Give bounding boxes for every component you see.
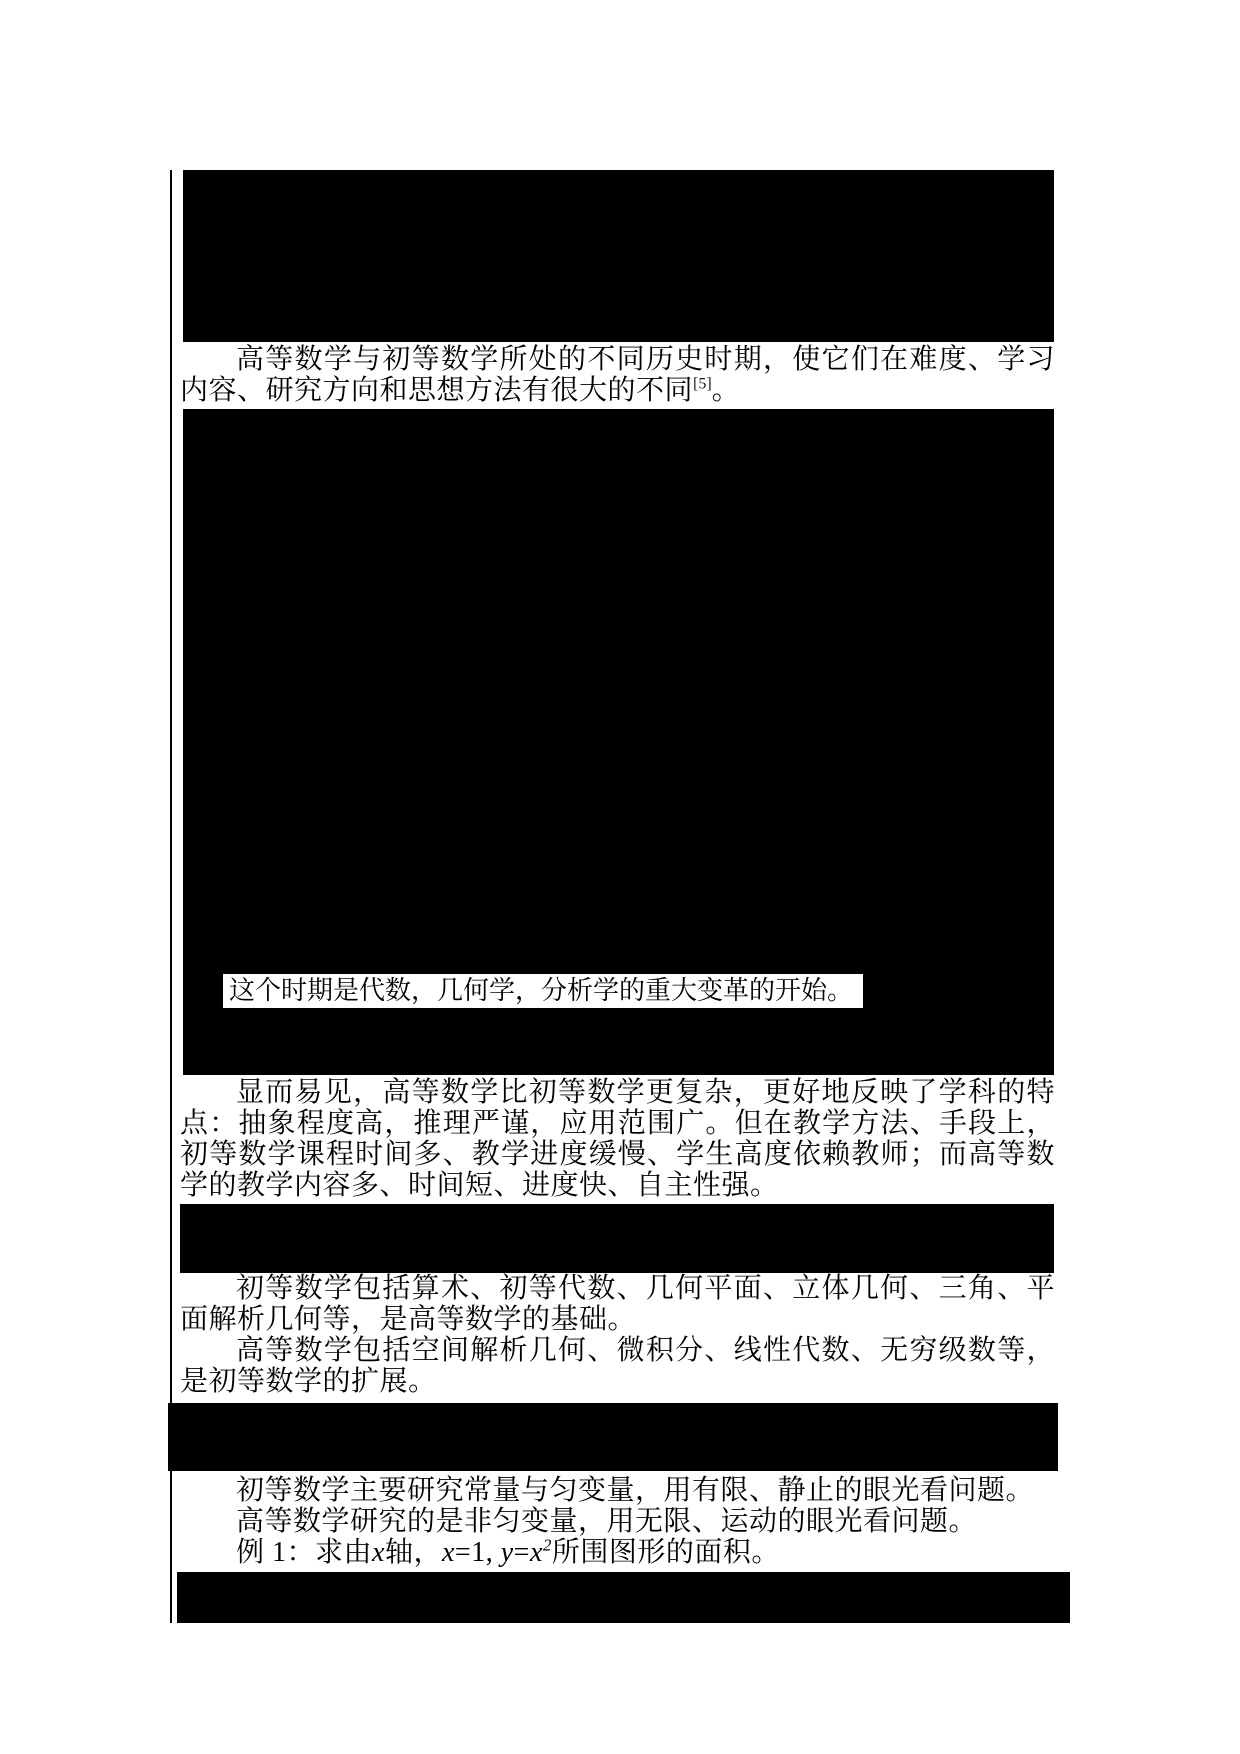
example-prefix: 例 1：求由 [236, 1537, 373, 1568]
math-var-y: y [500, 1537, 514, 1568]
paragraph-advanced-view: 高等数学研究的是非匀变量，用无限、运动的眼光看问题。 [236, 1506, 978, 1537]
paragraph-history [172, 344, 1058, 406]
math-exponent: 2 [542, 1535, 552, 1555]
math-equals: = [513, 1537, 530, 1568]
example-line [172, 1537, 1058, 1568]
redacted-block-middle-1 [180, 1204, 1054, 1273]
math-var-x-base: x [529, 1537, 543, 1568]
highlighted-sentence: 这个时期是代数，几何学，分析学的重大变革的开始。 [223, 974, 863, 1008]
paragraph-elementary-scope: 初等数学包括算术、初等代数、几何平面、立体几何、三角、平面解析几何等，是高等数学的基础。 [180, 1273, 1055, 1335]
redacted-block-large [183, 409, 1054, 1075]
math-equals-one: =1, [454, 1537, 501, 1568]
paragraph-advanced-scope: 高等数学包括空间解析几何、微积分、线性代数、无穷级数等，是初等数学的扩展。 [180, 1335, 1055, 1397]
content-column [170, 170, 1058, 1623]
math-var-x-axis: x [372, 1537, 385, 1568]
paragraph-elementary-view: 初等数学主要研究常量与匀变量，用有限、静止的眼光看问题。 [236, 1475, 1035, 1506]
paragraph-comparison: 显而易见，高等数学比初等数学更复杂，更好地反映了学科的特点：抽象程度高，推理严谨，应用范围广。但在教学方法、手段上，初等数学课程时间多、教学进度缓慢、学生高度依赖教师；而高等数学的教学内容多、时间短、进度快、自主性强。 [180, 1077, 1055, 1201]
redacted-block-bottom [177, 1572, 1070, 1623]
redacted-block-top [183, 170, 1054, 342]
math-var-x: x [441, 1537, 455, 1568]
example-suffix: 所围图形的面积。 [551, 1537, 780, 1568]
redacted-block-middle-2 [168, 1403, 1058, 1471]
paragraph-history-text: 高等数学与初等数学所处的不同历史时期，使它们在难度、学习内容、研究方向和思想方法有很大的不同 [180, 344, 1055, 406]
citation-ref: [5] [693, 375, 712, 393]
paragraph-history-period: 。 [711, 375, 741, 406]
example-axis-label: 轴， [384, 1537, 442, 1568]
